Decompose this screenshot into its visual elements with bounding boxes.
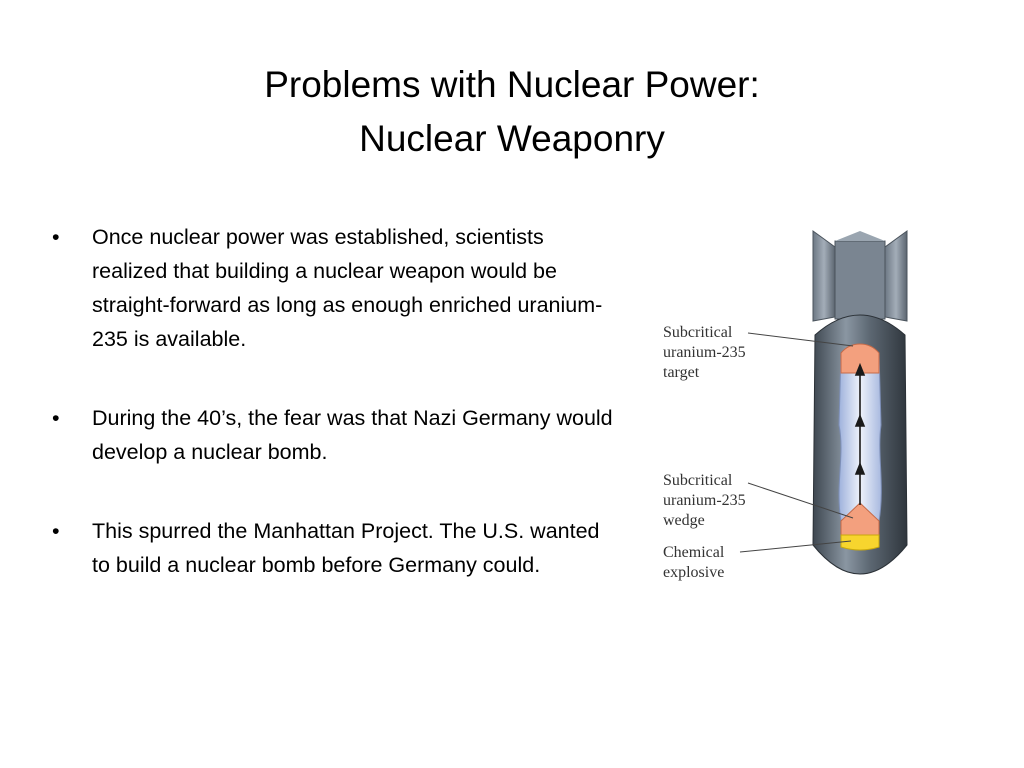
bullet-item	[52, 401, 622, 469]
bullet-marker: •	[52, 519, 60, 543]
label-target: Subcritical uranium-235 target	[663, 324, 746, 381]
bullet-item	[52, 514, 622, 582]
slide-title	[112, 58, 912, 166]
bullet-marker: •	[52, 225, 60, 249]
bomb-diagram	[655, 225, 945, 595]
title-line-1: Problems with Nuclear Power:	[264, 64, 760, 105]
bullet-item	[52, 220, 622, 356]
label-explosive: Chemical explosive	[663, 544, 725, 581]
title-line-2: Nuclear Weaponry	[359, 118, 665, 159]
tail-fins	[813, 231, 907, 321]
label-wedge: Subcritical uranium-235 wedge	[663, 472, 746, 529]
bullet-text: This spurred the Manhattan Project. The U.S. wanted to build a nuclear bomb before Germany could.	[92, 519, 600, 577]
bullet-text: During the 40’s, the fear was that Nazi Germany would develop a nuclear bomb.	[92, 406, 613, 464]
bullet-marker: •	[52, 406, 60, 430]
chemical-explosive	[841, 535, 879, 550]
bomb-illustration	[655, 225, 945, 595]
bullet-text: Once nuclear power was established, scientists realized that building a nuclear weapon would be straight-forward as long as enough enriched uranium-235 is available.	[92, 225, 603, 351]
bullet-list	[52, 220, 622, 627]
